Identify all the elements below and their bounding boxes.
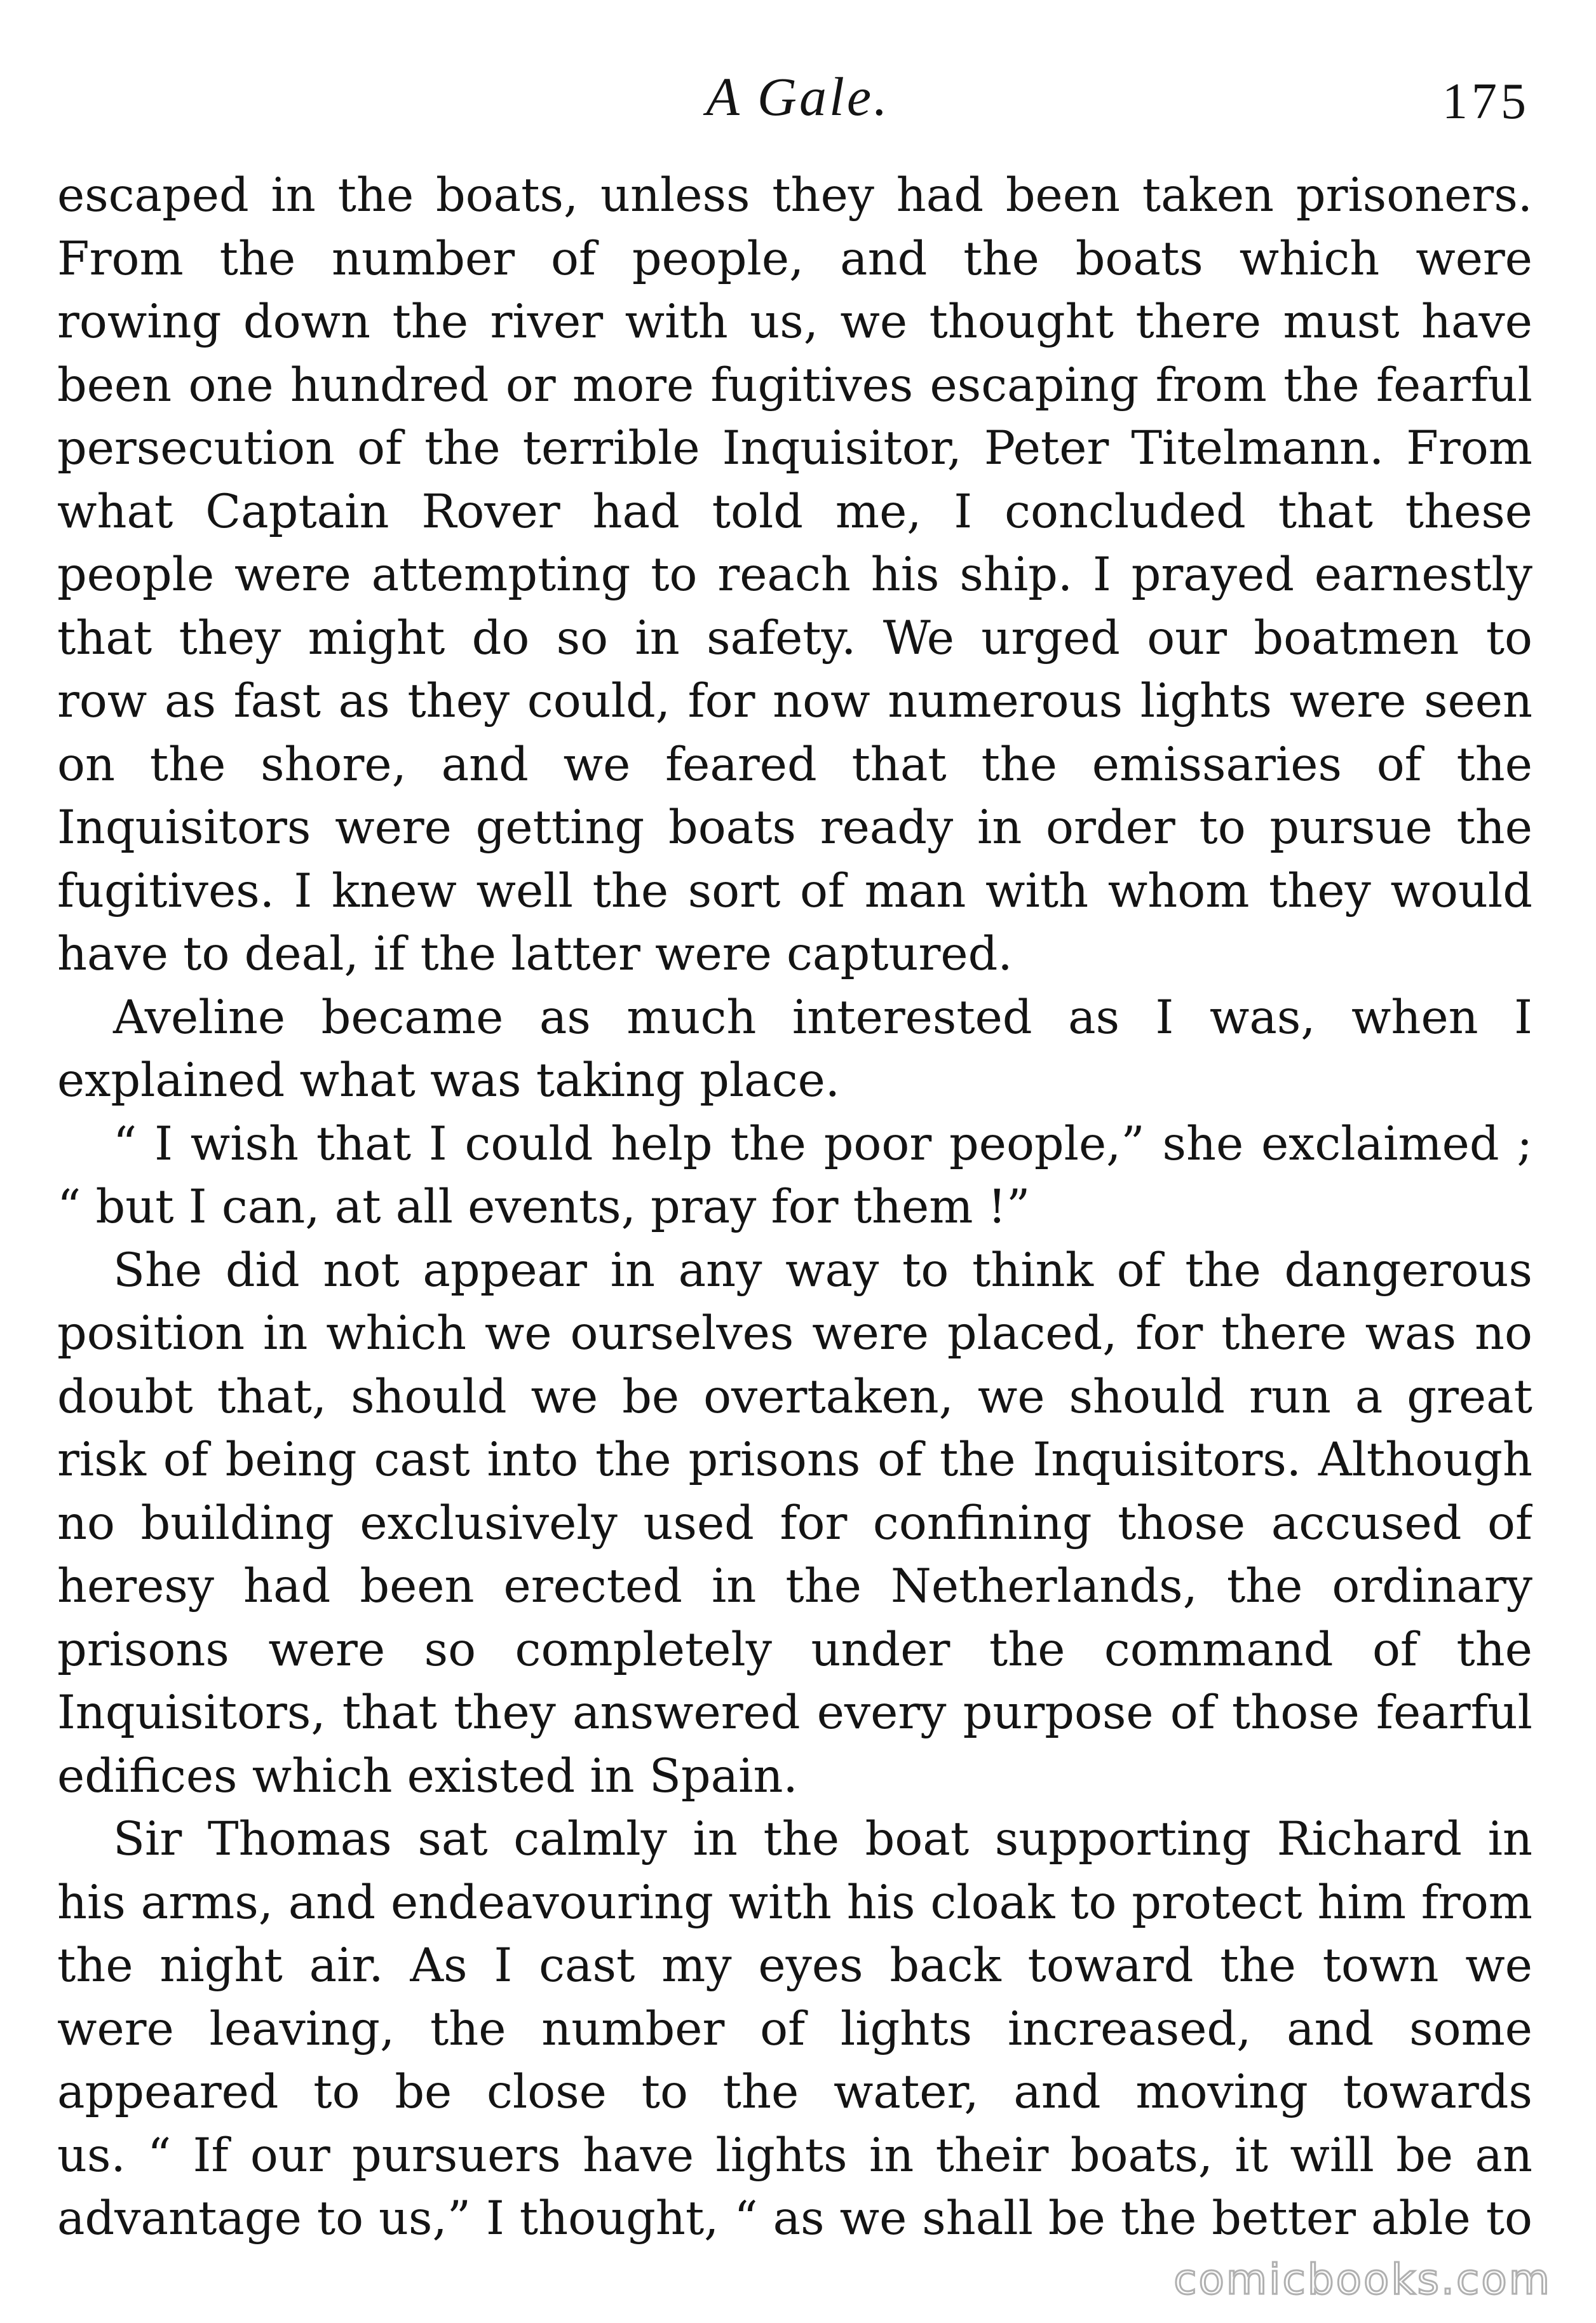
text-line: Aveline became as much interested as I was, when I <box>113 990 1532 1045</box>
text-line: the night air. As I cast my eyes back toward the town we <box>57 1939 1532 1993</box>
watermark-logo: comicbooks.com <box>1173 2255 1552 2304</box>
text-line: people were attempting to reach his ship. I prayed earnestly <box>57 548 1532 602</box>
text-line: no building exclusively used for confining those accused of <box>57 1496 1532 1550</box>
text-line: on the shore, and we feared that the emissaries of the <box>57 737 1532 792</box>
text-line: his arms, and endeavouring with his cloak to protect him from <box>57 1875 1532 1930</box>
text-line: have to deal, if the latter were captured. <box>57 927 1013 981</box>
text-line: Inquisitors, that they answered every purpose of those fearful <box>57 1686 1532 1740</box>
text-line: escaped in the boats, unless they had been taken prisoners. <box>57 168 1532 222</box>
text-line: persecution of the terrible Inquisitor, Peter Titelmann. From <box>57 421 1532 475</box>
text-line: rowing down the river with us, we thought there must have <box>57 295 1532 349</box>
text-line: “ but I can, at all events, pray for them !” <box>57 1180 1031 1234</box>
text-line: “ I wish that I could help the poor people,” she exclaimed ; <box>113 1116 1532 1171</box>
text-line: prisons were so completely under the command of the <box>57 1622 1532 1677</box>
running-head <box>0 58 1596 135</box>
text-line: Inquisitors were getting boats ready in order to pursue the <box>57 801 1532 855</box>
text-line: She did not appear in any way to think of the dangerous <box>113 1243 1532 1297</box>
chapter-title: A Gale. <box>706 66 890 127</box>
text-line: advantage to us,” I thought, “ as we shall be the better able to <box>57 2191 1532 2245</box>
text-line: that they might do so in safety. We urged our boatmen to <box>57 611 1532 665</box>
text-line: fugitives. I knew well the sort of man with whom they would <box>57 864 1532 918</box>
text-line: risk of being cast into the prisons of the Inquisitors. Although <box>57 1433 1532 1487</box>
body-text <box>57 164 1532 2251</box>
text-line: heresy had been erected in the Netherlands, the ordinary <box>57 1559 1532 1613</box>
text-line: appeared to be close to the water, and moving towards <box>57 2065 1532 2119</box>
text-line: explained what was taking place. <box>57 1053 840 1107</box>
text-line: been one hundred or more fugitives escaping from the fearful <box>57 358 1532 412</box>
text-line: doubt that, should we be overtaken, we should run a great <box>57 1369 1532 1424</box>
text-line: what Captain Rover had told me, I concluded that these <box>57 484 1532 539</box>
text-line: Sir Thomas sat calmly in the boat supporting Richard in <box>113 1812 1532 1866</box>
text-line: From the number of people, and the boats which were <box>57 231 1532 286</box>
text-line: row as fast as they could, for now numerous lights were seen <box>57 674 1532 728</box>
text-line: were leaving, the number of lights increased, and some <box>57 2001 1532 2056</box>
text-line: position in which we ourselves were placed, for there was no <box>57 1306 1532 1360</box>
text-line: edifices which existed in Spain. <box>57 1749 798 1803</box>
text-line: us. “ If our pursuers have lights in their boats, it will be an <box>57 2128 1532 2183</box>
page-number: 175 <box>1442 74 1530 130</box>
